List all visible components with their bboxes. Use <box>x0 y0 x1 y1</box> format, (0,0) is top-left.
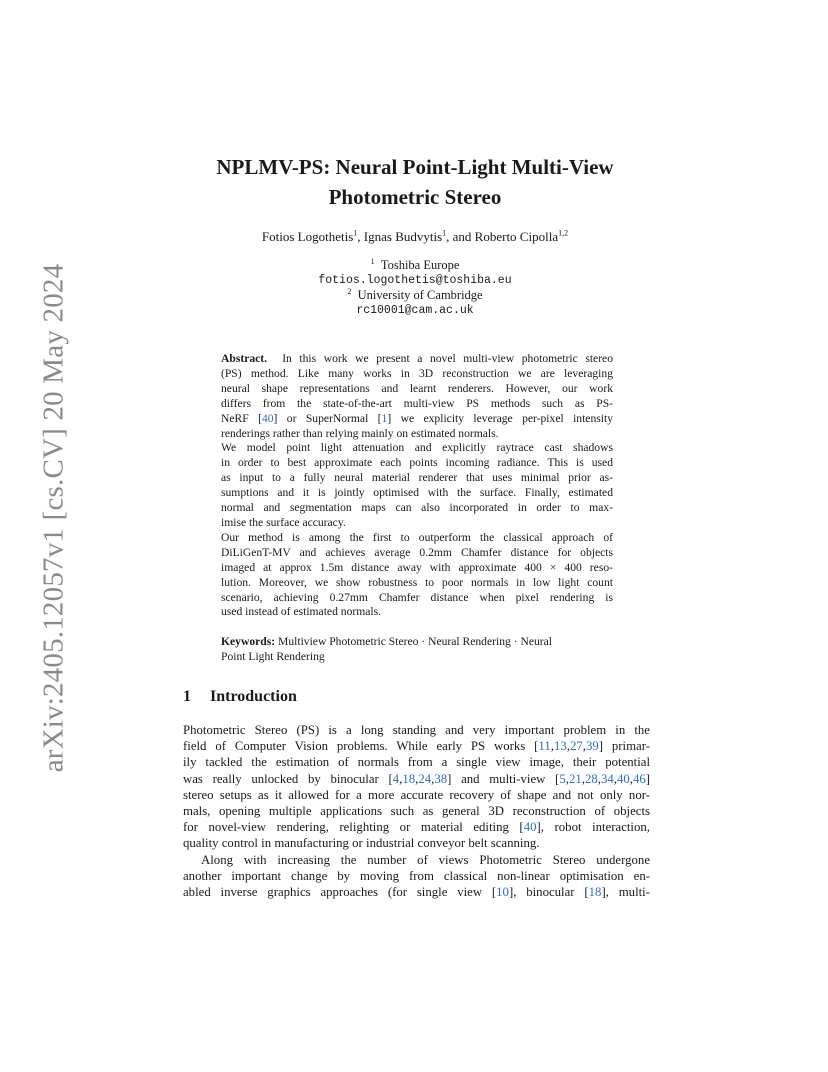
citation-link[interactable]: 40 <box>616 771 630 786</box>
body-text: ], multi- <box>601 885 650 900</box>
body-text: ] primar- <box>598 739 650 754</box>
abstract-text: or SuperNormal <box>286 411 369 425</box>
abstract-line: renderings rather than relying mainly on estimated normals. <box>221 426 499 440</box>
keywords-text: Multiview Photometric Stereo · Neural Rendering · Neural <box>278 635 553 648</box>
citation-link[interactable]: 27 <box>569 739 583 754</box>
abstract-line: neural shape representations and learnt renderers. However, our work <box>221 381 613 395</box>
abstract-line: differs from the state-of-the-art multi-view PS methods such as PS- <box>221 396 613 410</box>
body-text: field of Computer Vision problems. While early PS works [ <box>183 739 539 754</box>
abstract-line: imise the surface accuracy. <box>221 515 346 529</box>
author-affil-mark: 1 <box>442 228 447 238</box>
abstract: Abstract. In this work we present a novel multi-view photometric stereo (PS) method. Like many works in 3D reconstruction we are leveraging neural shape representations and learnt renderers. However, our work differs from the state-of-the-art multi-view PS methods such as PS- NeRF [40] or SuperNormal [1] we explicity leverage per-pixel intensity renderings rather than relying mainly on estimated normals. We model point light attenuation and explicitly raytrace cast shadows in order to best approximate each points incoming radiance. This is used as input to a fully neural material renderer that uses minimal prior as- sumptions and it is jointly optimised with the surface. Finally, estimated normal and segmentation maps can also incorporated in order to max- imise the surface accuracy. Our method is among the first to outperform the classical approach of DiLiGenT-MV and achieves average 0.2mm Chamfer distance for objects imaged at approx 1.5m distance away with approximate 400 × 400 reso- lution. Moreover, we show robustness to poor normals in low light count scenario, achieving 0.27mm Chamfer distance when pixel rendering is used instead of estimated normals. <box>221 352 613 619</box>
title-line-1: NPLMV-PS: Neural Point-Light Multi-View <box>216 155 614 179</box>
abstract-line: lution. Moreover, we show robustness to poor normals in low light count <box>221 575 613 589</box>
citation-link[interactable]: 21 <box>568 771 582 786</box>
body-text: abled inverse graphics approaches (for single view [ <box>183 885 497 900</box>
abstract-line: sumptions and it is jointly optimised with the surface. Finally, estimated <box>221 486 613 500</box>
body-text: was really unlocked by binocular [ <box>183 771 393 786</box>
body-line: mals, opening multiple applications such as general 3D reconstruction of objects <box>183 804 650 819</box>
paper-title <box>160 152 670 212</box>
affiliations <box>160 258 670 318</box>
citation-link[interactable]: 13 <box>553 739 567 754</box>
author-email[interactable]: rc10001@cam.ac.uk <box>356 304 474 317</box>
citation-link[interactable]: 40 <box>261 411 274 425</box>
section-number: 1 <box>183 688 191 705</box>
abstract-line: imaged at approx 1.5m distance away with approximate 400 × 400 reso- <box>221 560 613 574</box>
citation-link[interactable]: 1 <box>381 411 388 425</box>
citation-link[interactable]: 18 <box>588 885 602 900</box>
citation-link[interactable]: 40 <box>523 820 537 835</box>
abstract-text: we explicity leverage per-pixel intensity <box>400 411 613 425</box>
affil-mark: 1 <box>370 256 375 266</box>
body-text: for novel-view rendering, relighting or material editing [ <box>183 820 524 835</box>
citation-link[interactable]: 11 <box>538 739 551 754</box>
affiliation-name: University of Cambridge <box>357 288 483 302</box>
body-line: stereo setups as it allowed for a more accurate recovery of shape and not only nor- <box>183 787 650 802</box>
title-line-2: Photometric Stereo <box>328 185 502 209</box>
abstract-line: In this work we present a novel multi-view photometric stereo <box>282 352 613 365</box>
abstract-line: in order to best approximate each points incoming radiance. This is used <box>221 456 613 470</box>
body-text: ], binocular [ <box>508 885 589 900</box>
abstract-line: as input to a fully neural material renderer that uses minimal prior as- <box>221 471 613 485</box>
author-name: and Roberto Cipolla <box>452 229 559 244</box>
abstract-label: Abstract. <box>221 352 268 365</box>
arxiv-identifier: arXiv:2405.12057v1 [cs.CV] 20 May 2024 <box>37 263 70 773</box>
citation-link[interactable]: 34 <box>600 771 614 786</box>
author-name: Ignas Budvytis <box>363 229 443 244</box>
body-text: ] and multi-view [ <box>447 771 560 786</box>
intro-body: Photometric Stereo (PS) is a long standing and very important problem in the field of Computer Vision problems. While early PS works [11,13,27,39] primar- ily tackled the estimation of normals from a single view image, their potential was really unlocked by binocular [4,18,24,38] and multi-view [5,21,28,34,40,46] stereo setups as it allowed for a more accurate recovery of shape and not only nor- mals, opening multiple applications such as general 3D reconstruction of objects for novel-view rendering, relighting or material editing [40], robot interaction, quality control in manufacturing or industrial conveyor belt scanning. Along with increasing the number of views Photometric Stereo undergone another important change by moving from classical non-linear optimisation en- abled inverse graphics approaches (for single view [10], binocular [18], multi- <box>183 723 650 900</box>
abstract-line: We model point light attenuation and explicitly raytrace cast shadows <box>221 441 613 455</box>
affil-mark: 2 <box>347 286 352 296</box>
citation-link[interactable]: 46 <box>632 771 646 786</box>
section-title: Introduction <box>210 688 297 705</box>
abstract-line: (PS) method. Like many works in 3D reconstruction we are leveraging <box>221 366 613 380</box>
author-affil-mark: 1,2 <box>558 228 569 238</box>
keywords-label: Keywords: <box>221 635 276 648</box>
abstract-line: normal and segmentation maps can also incorporated in order to max- <box>221 501 613 515</box>
citation-link[interactable]: 5 <box>559 771 566 786</box>
keywords <box>221 634 613 664</box>
abstract-line: Our method is among the first to outperform the classical approach of <box>221 530 613 544</box>
affiliation-name: Toshiba Europe <box>380 258 460 272</box>
author-list: Fotios Logothetis$^1$, Ignas Budvytis$^1$, and Roberto Cipolla$^{1,2}$ <box>261 228 569 244</box>
abstract-line: DiLiGenT-MV and achieves average 0.2mm Chamfer distance for objects <box>221 545 613 559</box>
citation-link[interactable]: 10 <box>496 885 509 900</box>
citation-link[interactable]: 39 <box>585 739 599 754</box>
citation-link[interactable]: 38 <box>434 771 448 786</box>
body-line: ily tackled the estimation of normals from a single view image, their potential <box>183 755 650 770</box>
citation-link[interactable]: 4 <box>392 771 400 786</box>
body-text: ] <box>645 771 650 786</box>
abstract-text: NeRF <box>221 411 249 425</box>
citation-link[interactable]: 28 <box>584 771 598 786</box>
citation-link[interactable]: 18 <box>402 771 416 786</box>
author-name: Fotios Logothetis <box>261 229 354 244</box>
author-email[interactable]: fotios.logothetis@toshiba.eu <box>318 274 512 287</box>
body-line: quality control in manufacturing or industrial conveyor belt scanning. <box>183 836 540 851</box>
section-heading <box>183 688 297 706</box>
abstract-line: used instead of estimated normals. <box>221 605 382 619</box>
body-line: Photometric Stereo (PS) is a long standing and very important problem in the <box>183 723 650 737</box>
keywords-text: Point Light Rendering <box>221 650 325 663</box>
body-line: Along with increasing the number of views Photometric Stereo undergone <box>201 852 650 867</box>
body-text: ], robot interaction, <box>536 820 650 835</box>
abstract-line: scenario, achieving 0.27mm Chamfer distance when pixel rendering is <box>221 590 613 604</box>
citation-link[interactable]: 24 <box>418 771 432 786</box>
body-line: another important change by moving from classical non-linear optimisation en- <box>183 868 650 883</box>
author-affil-mark: 1 <box>353 228 358 238</box>
